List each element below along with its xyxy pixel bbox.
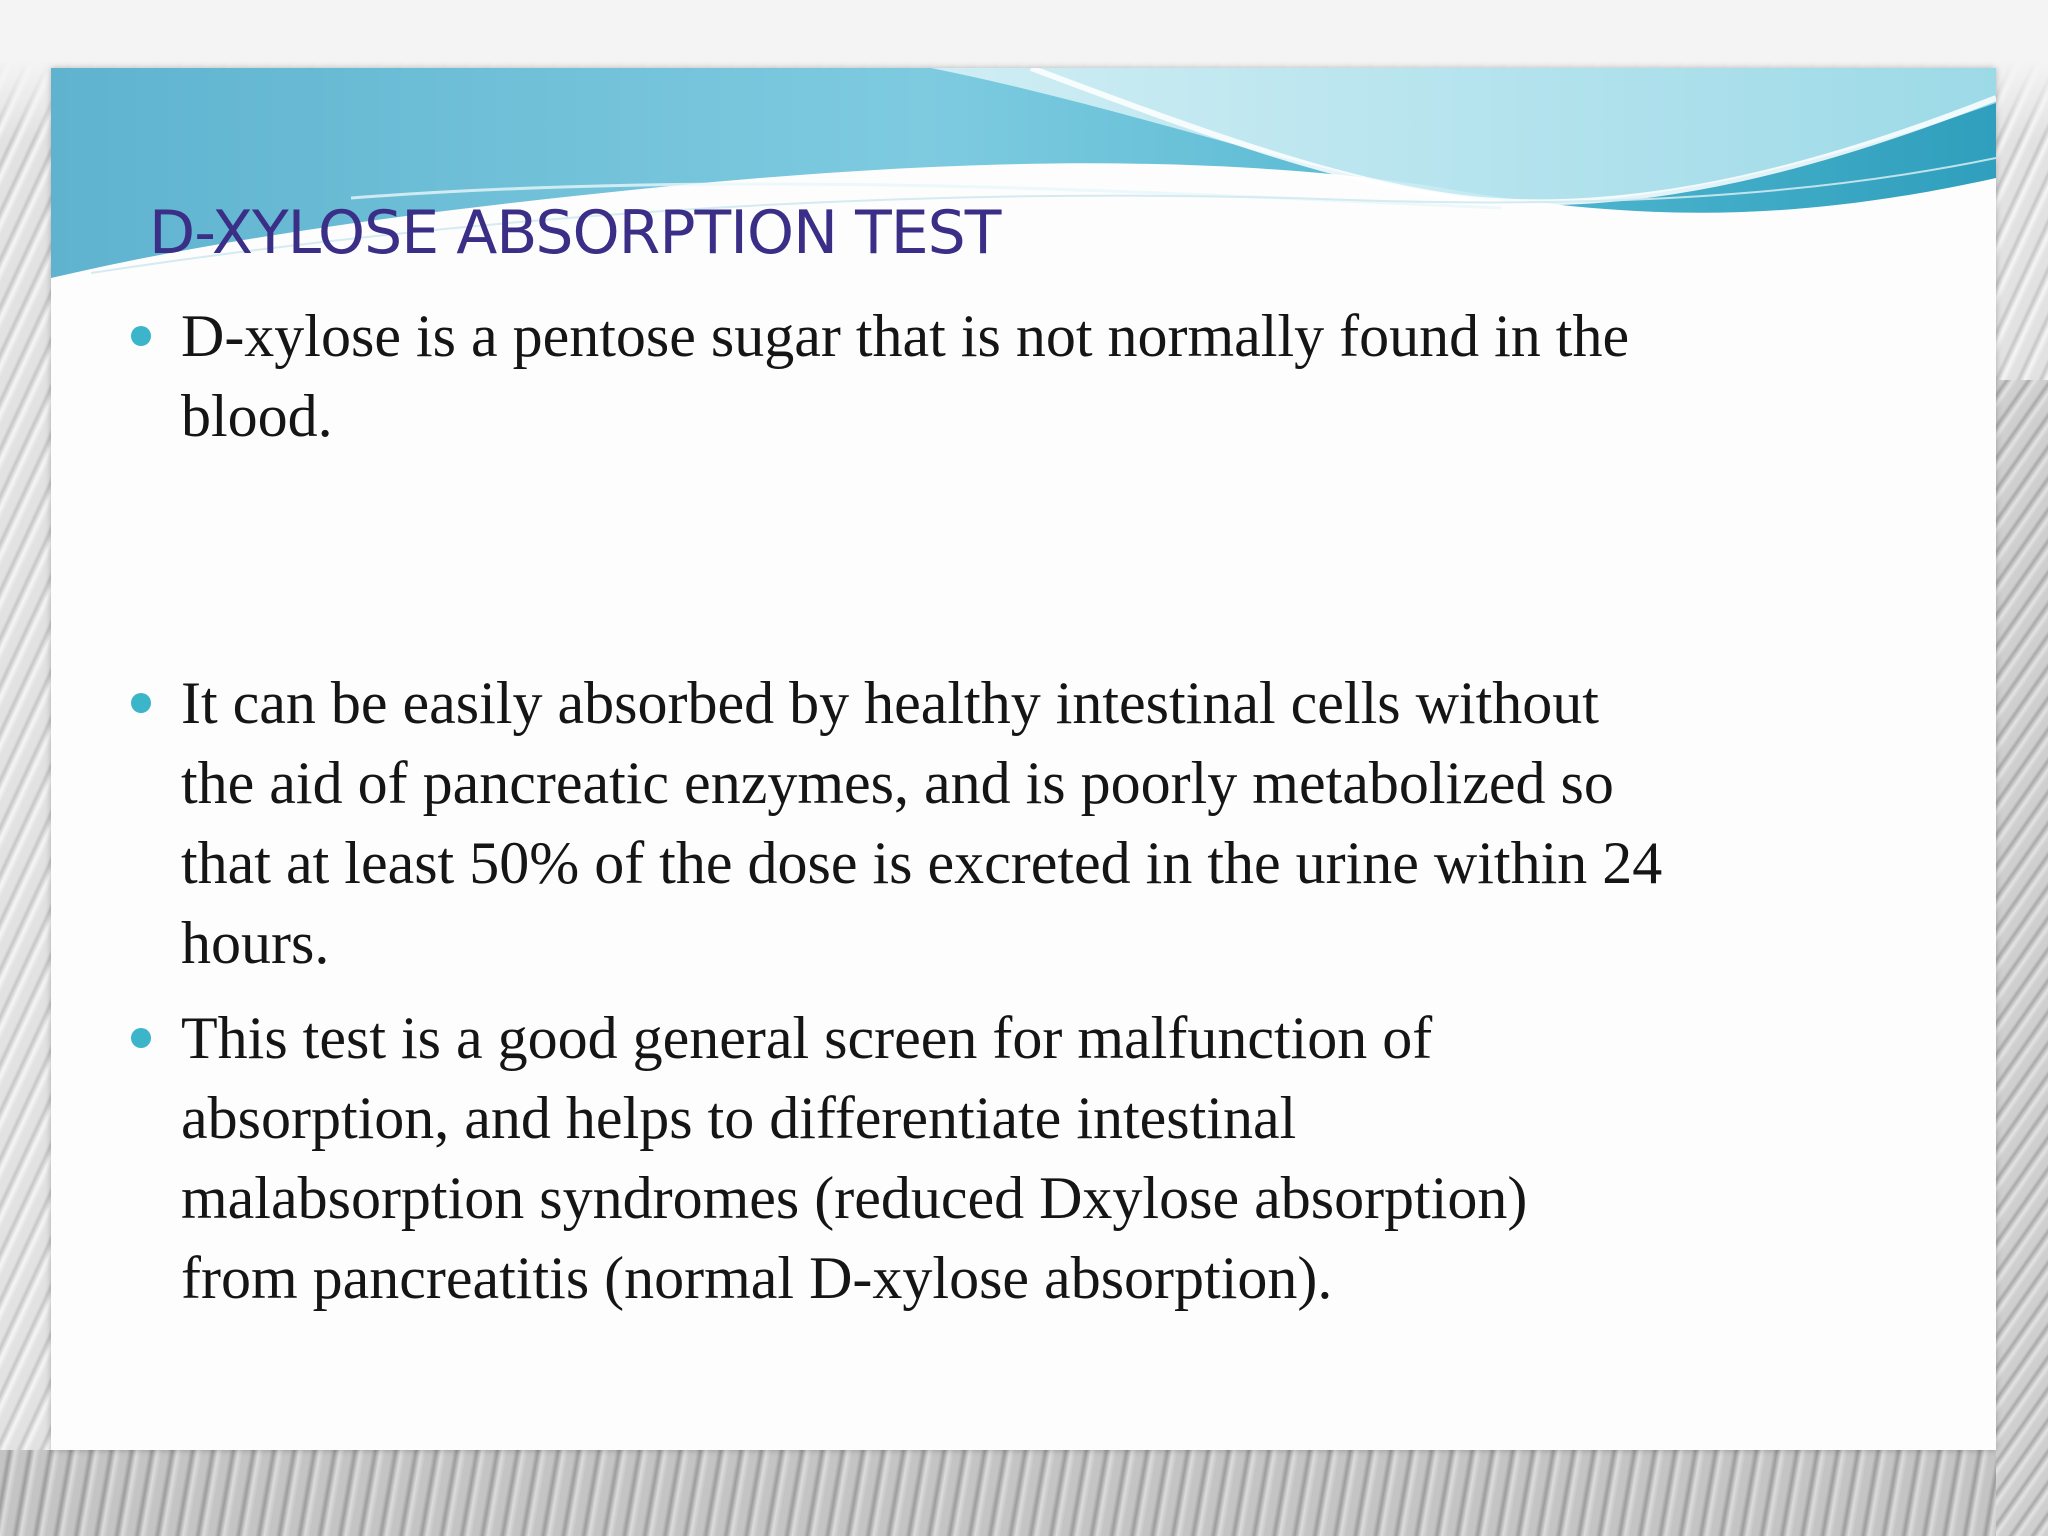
bullet-2-line-3: that at least 50% of the dose is excreted in the urine within 24: [181, 830, 1663, 896]
bullet-3-line-4: from pancreatitis (normal D-xylose absorption).: [181, 1245, 1333, 1311]
bullet-item-2: [131, 663, 1991, 983]
slide: [51, 68, 1996, 1450]
bullet-2-line-1: It can be easily absorbed by healthy intestinal cells without: [181, 670, 1599, 736]
bullet-dot-icon: [131, 1028, 151, 1048]
bullet-list: [51, 68, 1996, 1450]
bullet-dot-icon: [131, 693, 151, 713]
bullet-dot-icon: [131, 326, 151, 346]
bullet-2-line-4: hours.: [181, 910, 330, 976]
bullet-1-line-1: D-xylose is a pentose sugar that is not normally found in the: [181, 303, 1630, 369]
bullet-3-line-1: This test is a good general screen for malfunction of: [181, 1005, 1433, 1071]
background-right-band: [1996, 380, 2048, 1536]
background-bottom-band: [0, 1450, 2048, 1536]
bullet-item-1: [131, 296, 1991, 456]
bullet-3-line-3: malabsorption syndromes (reduced Dxylose absorption): [181, 1165, 1528, 1231]
slide-title: D-XYLOSE ABSORPTION TEST: [149, 198, 1001, 268]
bullet-item-3: [131, 998, 1991, 1318]
bullet-2-line-2: the aid of pancreatic enzymes, and is poorly metabolized so: [181, 750, 1614, 816]
bullet-3-line-2: absorption, and helps to differentiate intestinal: [181, 1085, 1297, 1151]
bullet-1-line-2: blood.: [181, 383, 333, 449]
